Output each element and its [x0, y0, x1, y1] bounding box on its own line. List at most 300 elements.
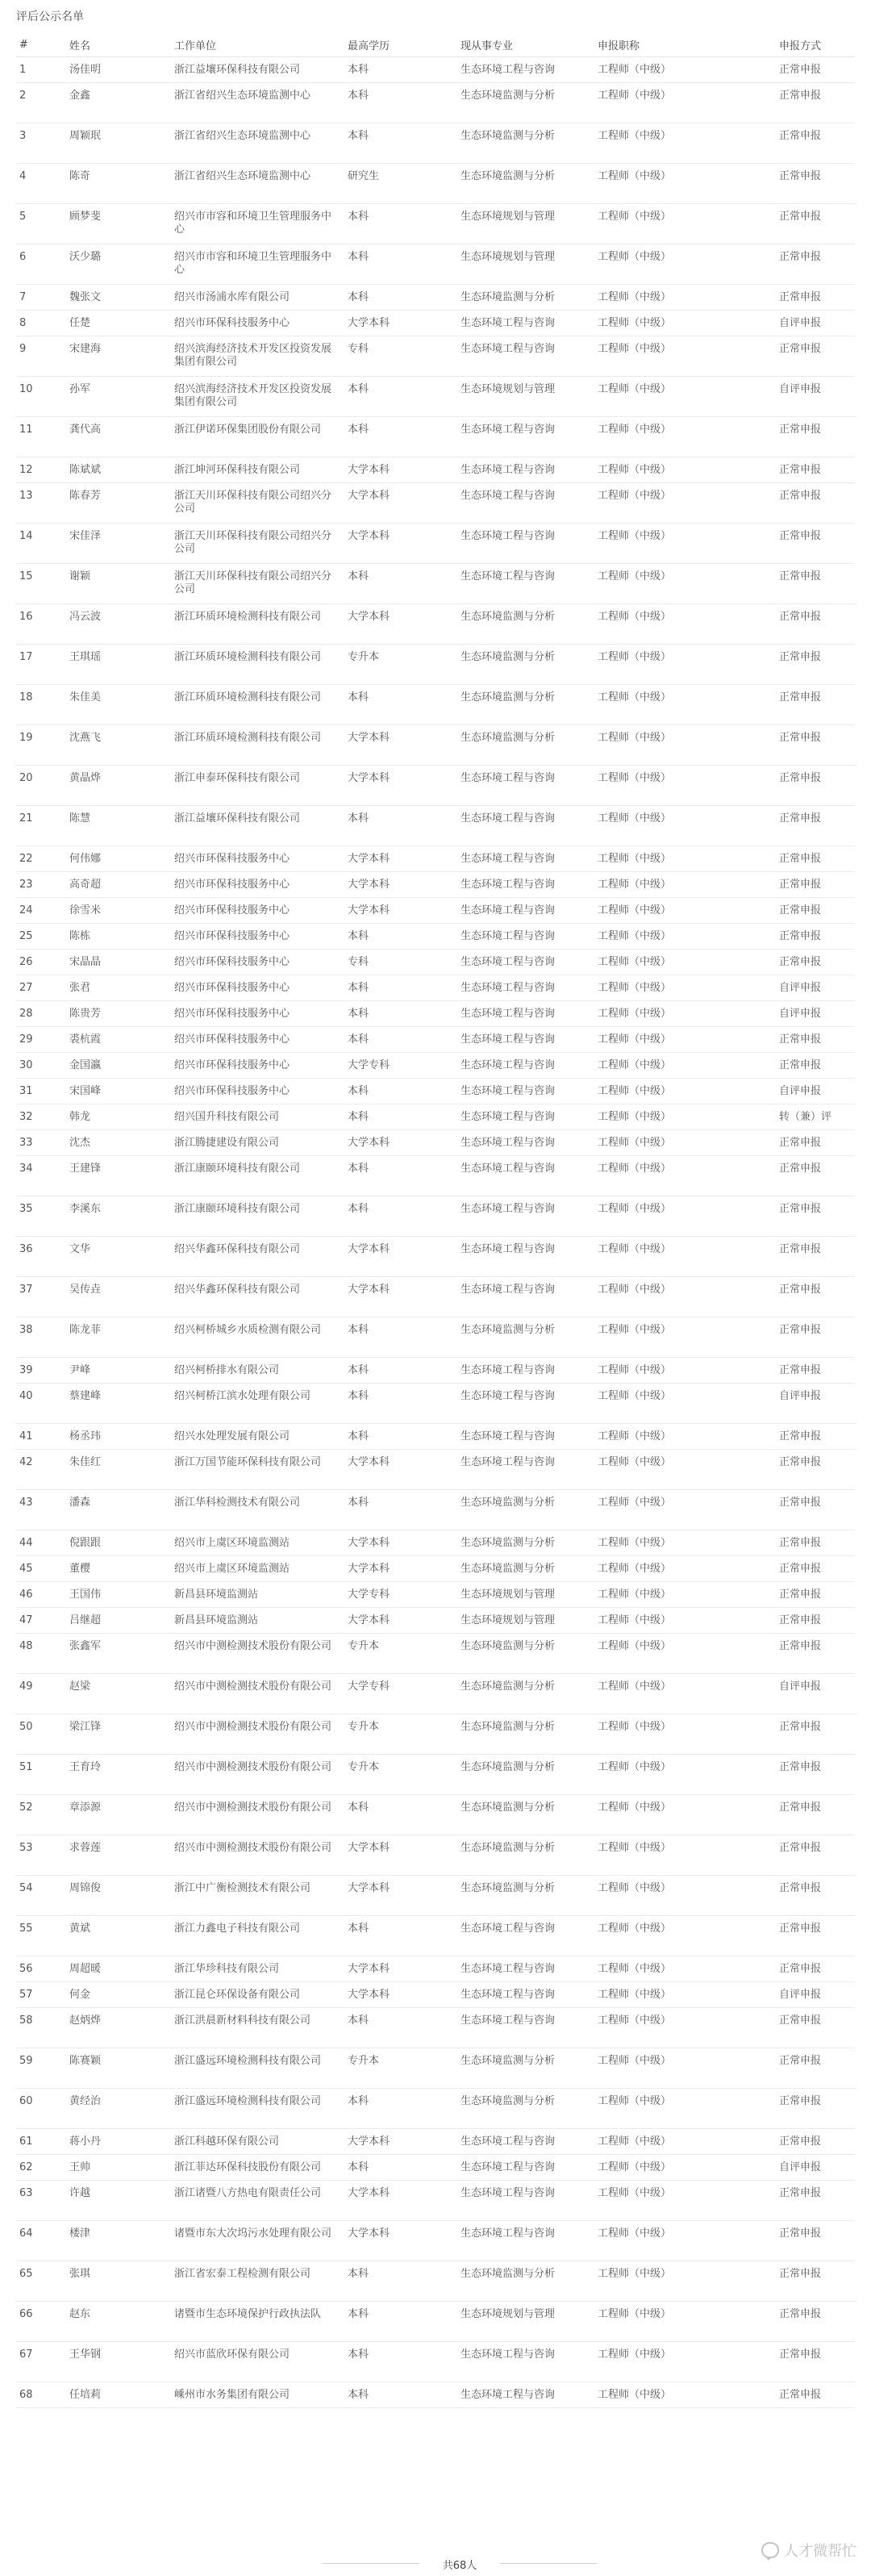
cell-col-specialty: 生态环境工程与咨询 [457, 483, 594, 524]
cell-col-index: 49 [16, 1674, 66, 1714]
cell-col-index: 5 [16, 204, 66, 244]
table-row [16, 1530, 855, 1556]
cell-col-index: 18 [16, 685, 66, 725]
cell-col-method: 正常申报 [776, 1027, 855, 1053]
roster-table [16, 32, 855, 2408]
cell-col-title: 工程师（中级） [594, 524, 776, 564]
cell-col-index: 35 [16, 1196, 66, 1237]
table-row [16, 164, 855, 204]
cell-col-specialty: 生态环境工程与咨询 [457, 564, 594, 604]
cell-col-employer: 浙江申泰环保科技有限公司 [171, 766, 344, 806]
cell-col-name: 吴传垚 [66, 1277, 171, 1317]
cell-col-title: 工程师（中级） [594, 1634, 776, 1674]
cell-col-method: 自评申报 [776, 1001, 855, 1027]
cell-col-title: 工程师（中级） [594, 2129, 776, 2155]
table-row [16, 1674, 855, 1714]
cell-col-education: 本科 [344, 1156, 457, 1196]
cell-col-title: 工程师（中级） [594, 1916, 776, 1956]
cell-col-title: 工程师（中级） [594, 2261, 776, 2302]
cell-col-title: 工程师（中级） [594, 872, 776, 898]
table-row [16, 2221, 855, 2261]
cell-col-education: 大学本科 [344, 1608, 457, 1634]
cell-col-title: 工程师（中级） [594, 2155, 776, 2181]
cell-col-method: 正常申报 [776, 950, 855, 975]
cell-col-education: 大学本科 [344, 524, 457, 564]
cell-col-title: 工程师（中级） [594, 1450, 776, 1490]
cell-col-method: 自评申报 [776, 1982, 855, 2008]
cell-col-employer: 绍兴市环保科技服务中心 [171, 924, 344, 950]
cell-col-education: 本科 [344, 806, 457, 846]
cell-col-method: 自评申报 [776, 1384, 855, 1424]
table-row [16, 1130, 855, 1156]
cell-col-name: 周超暖 [66, 1956, 171, 1982]
cell-col-name: 何金 [66, 1982, 171, 2008]
cell-col-specialty: 生态环境工程与咨询 [457, 57, 594, 83]
table-row [16, 417, 855, 457]
cell-col-name: 赵东 [66, 2302, 171, 2342]
cell-col-name: 沈燕飞 [66, 725, 171, 766]
cell-col-employer: 绍兴市环保科技服务中心 [171, 975, 344, 1001]
table-row [16, 685, 855, 725]
table-row [16, 846, 855, 872]
cell-col-title: 工程师（中级） [594, 2008, 776, 2048]
cell-col-education: 本科 [344, 1358, 457, 1384]
watermark-text: 人才微帮忙 [784, 2543, 856, 2560]
cell-col-title: 工程师（中级） [594, 204, 776, 244]
cell-col-title: 工程师（中级） [594, 1556, 776, 1582]
cell-col-education: 本科 [344, 417, 457, 457]
cell-col-index: 14 [16, 524, 66, 564]
cell-col-title: 工程师（中级） [594, 2382, 776, 2408]
cell-col-specialty: 生态环境工程与咨询 [457, 2221, 594, 2261]
cell-col-specialty: 生态环境监测与分析 [457, 1835, 594, 1876]
table-row [16, 975, 855, 1001]
cell-col-title: 工程师（中级） [594, 1755, 776, 1795]
cell-col-title: 工程师（中级） [594, 1053, 776, 1079]
cell-col-index: 67 [16, 2342, 66, 2382]
cell-col-method: 正常申报 [776, 2089, 855, 2129]
cell-col-education: 本科 [344, 2382, 457, 2408]
cell-col-education: 本科 [344, 2155, 457, 2181]
cell-col-education: 本科 [344, 244, 457, 285]
cell-col-specialty: 生态环境工程与咨询 [457, 2008, 594, 2048]
table-row [16, 725, 855, 766]
cell-col-method: 自评申报 [776, 377, 855, 417]
table-row [16, 1982, 855, 2008]
cell-col-title: 工程师（中级） [594, 604, 776, 645]
cell-col-specialty: 生态环境工程与咨询 [457, 2382, 594, 2408]
cell-col-index: 19 [16, 725, 66, 766]
cell-col-title: 工程师（中级） [594, 1956, 776, 1982]
header-col-education: 最高学历 [344, 32, 457, 57]
cell-col-employer: 浙江天川环保科技有限公司绍兴分公司 [171, 524, 344, 564]
cell-col-employer: 绍兴市中测检测技术股份有限公司 [171, 1634, 344, 1674]
cell-col-method: 正常申报 [776, 806, 855, 846]
cell-col-title: 工程师（中级） [594, 2089, 776, 2129]
cell-col-index: 64 [16, 2221, 66, 2261]
cell-col-index: 37 [16, 1277, 66, 1317]
cell-col-index: 46 [16, 1582, 66, 1608]
cell-col-name: 沃少璐 [66, 244, 171, 285]
cell-col-employer: 浙江环质环境检测科技有限公司 [171, 645, 344, 685]
cell-col-education: 大学本科 [344, 1450, 457, 1490]
cell-col-method: 正常申报 [776, 244, 855, 285]
cell-col-method: 正常申报 [776, 1755, 855, 1795]
cell-col-education: 本科 [344, 123, 457, 164]
cell-col-employer: 绍兴市环保科技服务中心 [171, 898, 344, 924]
cell-col-method: 正常申报 [776, 83, 855, 123]
cell-col-education: 本科 [344, 1916, 457, 1956]
cell-col-specialty: 生态环境工程与咨询 [457, 2181, 594, 2221]
cell-col-specialty: 生态环境工程与咨询 [457, 1027, 594, 1053]
cell-col-index: 6 [16, 244, 66, 285]
table-row [16, 457, 855, 483]
cell-col-method: 正常申报 [776, 285, 855, 311]
cell-col-index: 7 [16, 285, 66, 311]
cell-col-name: 宋建海 [66, 336, 171, 377]
cell-col-title: 工程师（中级） [594, 1835, 776, 1876]
cell-col-title: 工程师（中级） [594, 457, 776, 483]
cell-col-title: 工程师（中级） [594, 336, 776, 377]
cell-col-specialty: 生态环境工程与咨询 [457, 457, 594, 483]
cell-col-name: 龚代高 [66, 417, 171, 457]
cell-col-method: 正常申报 [776, 417, 855, 457]
cell-col-specialty: 生态环境工程与咨询 [457, 1450, 594, 1490]
chat-bubble-icon [761, 2542, 779, 2558]
cell-col-employer: 浙江华科检测技术有限公司 [171, 1490, 344, 1530]
cell-col-education: 本科 [344, 377, 457, 417]
cell-col-name: 金国瀛 [66, 1053, 171, 1079]
cell-col-title: 工程师（中级） [594, 417, 776, 457]
cell-col-index: 59 [16, 2048, 66, 2089]
cell-col-name: 王琪瑶 [66, 645, 171, 685]
cell-col-name: 高奇超 [66, 872, 171, 898]
table-row [16, 604, 855, 645]
table-row [16, 1608, 855, 1634]
cell-col-method: 正常申报 [776, 204, 855, 244]
cell-col-index: 24 [16, 898, 66, 924]
cell-col-employer: 浙江康颐环境科技有限公司 [171, 1196, 344, 1237]
cell-col-title: 工程师（中级） [594, 1530, 776, 1556]
cell-col-employer: 浙江菲达环保科技股份有限公司 [171, 2155, 344, 2181]
cell-col-specialty: 生态环境工程与咨询 [457, 1982, 594, 2008]
table-row [16, 1634, 855, 1674]
cell-col-index: 50 [16, 1714, 66, 1755]
cell-col-method: 正常申报 [776, 1277, 855, 1317]
table-row [16, 1001, 855, 1027]
cell-col-education: 大学本科 [344, 311, 457, 336]
cell-col-title: 工程师（中级） [594, 1876, 776, 1916]
cell-col-employer: 浙江昆仑环保设备有限公司 [171, 1982, 344, 2008]
table-row [16, 2089, 855, 2129]
cell-col-education: 大学本科 [344, 1835, 457, 1876]
header-col-employer: 工作单位 [171, 32, 344, 57]
cell-col-education: 本科 [344, 1104, 457, 1130]
cell-col-index: 34 [16, 1156, 66, 1196]
cell-col-index: 61 [16, 2129, 66, 2155]
cell-col-name: 朱佳红 [66, 1450, 171, 1490]
table-row [16, 2342, 855, 2382]
cell-col-specialty: 生态环境规划与管理 [457, 377, 594, 417]
cell-col-method: 自评申报 [776, 311, 855, 336]
table-row [16, 872, 855, 898]
cell-col-title: 工程师（中级） [594, 285, 776, 311]
cell-col-education: 本科 [344, 685, 457, 725]
table-row [16, 564, 855, 604]
cell-col-index: 11 [16, 417, 66, 457]
cell-col-name: 陈栋 [66, 924, 171, 950]
cell-col-title: 工程师（中级） [594, 2221, 776, 2261]
cell-col-name: 陈慧 [66, 806, 171, 846]
cell-col-employer: 绍兴华鑫环保科技有限公司 [171, 1277, 344, 1317]
cell-col-method: 正常申报 [776, 872, 855, 898]
cell-col-employer: 绍兴柯桥江滨水处理有限公司 [171, 1384, 344, 1424]
cell-col-employer: 浙江伊诺环保集团股份有限公司 [171, 417, 344, 457]
cell-col-index: 43 [16, 1490, 66, 1530]
cell-col-method: 自评申报 [776, 1079, 855, 1104]
cell-col-name: 梁江锋 [66, 1714, 171, 1755]
table-header-row [16, 32, 855, 57]
cell-col-specialty: 生态环境工程与咨询 [457, 2342, 594, 2382]
cell-col-index: 8 [16, 311, 66, 336]
cell-col-specialty: 生态环境工程与咨询 [457, 1358, 594, 1384]
cell-col-employer: 绍兴滨海经济技术开发区投资发展集团有限公司 [171, 377, 344, 417]
table-row [16, 2008, 855, 2048]
cell-col-employer: 浙江洪晨新材料科技有限公司 [171, 2008, 344, 2048]
total-count: 共68人 [442, 2560, 477, 2572]
cell-col-index: 32 [16, 1104, 66, 1130]
cell-col-index: 17 [16, 645, 66, 685]
cell-col-title: 工程师（中级） [594, 1104, 776, 1130]
cell-col-index: 45 [16, 1556, 66, 1582]
cell-col-title: 工程师（中级） [594, 1490, 776, 1530]
cell-col-education: 本科 [344, 975, 457, 1001]
cell-col-method: 正常申报 [776, 2008, 855, 2048]
cell-col-specialty: 生态环境工程与咨询 [457, 950, 594, 975]
table-row [16, 1490, 855, 1530]
header-col-index: # [16, 32, 66, 57]
cell-col-name: 谢颖 [66, 564, 171, 604]
cell-col-name: 宋佳泽 [66, 524, 171, 564]
cell-col-specialty: 生态环境工程与咨询 [457, 766, 594, 806]
table-row [16, 645, 855, 685]
cell-col-method: 正常申报 [776, 1916, 855, 1956]
table-row [16, 1714, 855, 1755]
cell-col-employer: 绍兴市环保科技服务中心 [171, 311, 344, 336]
cell-col-name: 王华钢 [66, 2342, 171, 2382]
cell-col-method: 正常申报 [776, 2048, 855, 2089]
cell-col-index: 26 [16, 950, 66, 975]
cell-col-index: 33 [16, 1130, 66, 1156]
table-row [16, 1795, 855, 1835]
cell-col-title: 工程师（中级） [594, 1358, 776, 1384]
cell-col-employer: 绍兴市环保科技服务中心 [171, 846, 344, 872]
header-col-method: 申报方式 [776, 32, 855, 57]
cell-col-employer: 浙江环质环境检测科技有限公司 [171, 725, 344, 766]
cell-col-education: 大学本科 [344, 1277, 457, 1317]
cell-col-employer: 浙江华珍科技有限公司 [171, 1956, 344, 1982]
cell-col-employer: 浙江坤河环保科技有限公司 [171, 457, 344, 483]
cell-col-method: 正常申报 [776, 336, 855, 377]
cell-col-title: 工程师（中级） [594, 164, 776, 204]
cell-col-education: 专升本 [344, 645, 457, 685]
cell-col-title: 工程师（中级） [594, 1608, 776, 1634]
cell-col-title: 工程师（中级） [594, 806, 776, 846]
table-row [16, 1196, 855, 1237]
cell-col-method: 自评申报 [776, 2155, 855, 2181]
cell-col-education: 本科 [344, 2008, 457, 2048]
cell-col-index: 21 [16, 806, 66, 846]
table-row [16, 1835, 855, 1876]
cell-col-title: 工程师（中级） [594, 83, 776, 123]
cell-col-name: 黄晶烨 [66, 766, 171, 806]
table-row [16, 1755, 855, 1795]
cell-col-method: 正常申报 [776, 1876, 855, 1916]
table-row [16, 1237, 855, 1277]
cell-col-employer: 浙江省绍兴生态环境监测中心 [171, 123, 344, 164]
cell-col-specialty: 生态环境监测与分析 [457, 2048, 594, 2089]
cell-col-employer: 绍兴市蓝欣环保有限公司 [171, 2342, 344, 2382]
cell-col-index: 39 [16, 1358, 66, 1384]
cell-col-specialty: 生态环境监测与分析 [457, 1556, 594, 1582]
cell-col-method: 正常申报 [776, 1053, 855, 1079]
cell-col-education: 大学本科 [344, 1130, 457, 1156]
cell-col-index: 56 [16, 1956, 66, 1982]
cell-col-method: 正常申报 [776, 1634, 855, 1674]
cell-col-employer: 浙江天川环保科技有限公司绍兴分公司 [171, 483, 344, 524]
cell-col-title: 工程师（中级） [594, 1001, 776, 1027]
cell-col-title: 工程师（中级） [594, 1130, 776, 1156]
cell-col-index: 57 [16, 1982, 66, 2008]
cell-col-title: 工程师（中级） [594, 1795, 776, 1835]
table-row [16, 2048, 855, 2089]
cell-col-employer: 浙江科越环保有限公司 [171, 2129, 344, 2155]
cell-col-employer: 浙江环质环境检测科技有限公司 [171, 604, 344, 645]
cell-col-name: 周锦俊 [66, 1876, 171, 1916]
table-row [16, 285, 855, 311]
table-row [16, 1956, 855, 1982]
table-row [16, 1384, 855, 1424]
cell-col-name: 任楚 [66, 311, 171, 336]
cell-col-employer: 绍兴市上虞区环境监测站 [171, 1556, 344, 1582]
cell-col-name: 倪跟跟 [66, 1530, 171, 1556]
table-row [16, 1079, 855, 1104]
cell-col-employer: 诸暨市生态环境保护行政执法队 [171, 2302, 344, 2342]
cell-col-title: 工程师（中级） [594, 645, 776, 685]
cell-col-method: 正常申报 [776, 1582, 855, 1608]
cell-col-education: 大学本科 [344, 1556, 457, 1582]
table-row [16, 1053, 855, 1079]
cell-col-index: 2 [16, 83, 66, 123]
cell-col-index: 36 [16, 1237, 66, 1277]
cell-col-education: 大学本科 [344, 2129, 457, 2155]
cell-col-specialty: 生态环境工程与咨询 [457, 1156, 594, 1196]
cell-col-employer: 绍兴滨海经济技术开发区投资发展集团有限公司 [171, 336, 344, 377]
cell-col-name: 王帅 [66, 2155, 171, 2181]
cell-col-education: 本科 [344, 2089, 457, 2129]
table-row [16, 244, 855, 285]
cell-col-name: 魏张文 [66, 285, 171, 311]
cell-col-education: 大学本科 [344, 2221, 457, 2261]
cell-col-index: 52 [16, 1795, 66, 1835]
cell-col-name: 张鑫军 [66, 1634, 171, 1674]
cell-col-method: 正常申报 [776, 1714, 855, 1755]
cell-col-name: 沈杰 [66, 1130, 171, 1156]
cell-col-index: 62 [16, 2155, 66, 2181]
cell-col-employer: 诸暨市东大次坞污水处理有限公司 [171, 2221, 344, 2261]
cell-col-employer: 绍兴市中测检测技术股份有限公司 [171, 1835, 344, 1876]
cell-col-employer: 浙江盛远环境检测科技有限公司 [171, 2048, 344, 2089]
cell-col-education: 专升本 [344, 2048, 457, 2089]
cell-col-method: 正常申报 [776, 846, 855, 872]
cell-col-employer: 绍兴市环保科技服务中心 [171, 1027, 344, 1053]
cell-col-title: 工程师（中级） [594, 1156, 776, 1196]
cell-col-education: 本科 [344, 924, 457, 950]
cell-col-name: 任培莉 [66, 2382, 171, 2408]
table-row [16, 2302, 855, 2342]
cell-col-name: 汤佳明 [66, 57, 171, 83]
cell-col-employer: 浙江腾捷建设有限公司 [171, 1130, 344, 1156]
table-footer [0, 2554, 871, 2574]
cell-col-employer: 绍兴市中测检测技术股份有限公司 [171, 1674, 344, 1714]
cell-col-name: 王育玲 [66, 1755, 171, 1795]
cell-col-method: 正常申报 [776, 2342, 855, 2382]
cell-col-employer: 绍兴市中测检测技术股份有限公司 [171, 1795, 344, 1835]
cell-col-method: 正常申报 [776, 1956, 855, 1982]
cell-col-method: 正常申报 [776, 1358, 855, 1384]
cell-col-index: 1 [16, 57, 66, 83]
cell-col-specialty: 生态环境工程与咨询 [457, 924, 594, 950]
cell-col-employer: 绍兴市中测检测技术股份有限公司 [171, 1755, 344, 1795]
cell-col-employer: 绍兴市环保科技服务中心 [171, 950, 344, 975]
cell-col-index: 20 [16, 766, 66, 806]
cell-col-education: 大学本科 [344, 1237, 457, 1277]
cell-col-name: 徐雪米 [66, 898, 171, 924]
cell-col-index: 25 [16, 924, 66, 950]
cell-col-specialty: 生态环境工程与咨询 [457, 975, 594, 1001]
table-row [16, 1916, 855, 1956]
cell-col-employer: 浙江省绍兴生态环境监测中心 [171, 164, 344, 204]
cell-col-specialty: 生态环境工程与咨询 [457, 1104, 594, 1130]
table-row [16, 806, 855, 846]
table-row [16, 1450, 855, 1490]
cell-col-employer: 浙江中广衡检测技术有限公司 [171, 1876, 344, 1916]
cell-col-index: 13 [16, 483, 66, 524]
cell-col-education: 本科 [344, 1384, 457, 1424]
cell-col-title: 工程师（中级） [594, 483, 776, 524]
cell-col-method: 转（兼）评 [776, 1104, 855, 1130]
cell-col-title: 工程师（中级） [594, 924, 776, 950]
cell-col-index: 65 [16, 2261, 66, 2302]
table-row [16, 1556, 855, 1582]
cell-col-name: 张君 [66, 975, 171, 1001]
cell-col-specialty: 生态环境工程与咨询 [457, 2155, 594, 2181]
cell-col-employer: 绍兴水处理发展有限公司 [171, 1424, 344, 1450]
cell-col-specialty: 生态环境工程与咨询 [457, 417, 594, 457]
cell-col-education: 本科 [344, 204, 457, 244]
cell-col-title: 工程师（中级） [594, 377, 776, 417]
cell-col-employer: 浙江省宏泰工程检测有限公司 [171, 2261, 344, 2302]
cell-col-name: 宋晶晶 [66, 950, 171, 975]
cell-col-specialty: 生态环境监测与分析 [457, 83, 594, 123]
page-title: 评后公示名单 [16, 10, 84, 23]
cell-col-method: 自评申报 [776, 1674, 855, 1714]
cell-col-title: 工程师（中级） [594, 2302, 776, 2342]
cell-col-specialty: 生态环境监测与分析 [457, 685, 594, 725]
cell-col-title: 工程师（中级） [594, 1424, 776, 1450]
cell-col-name: 蔡建峰 [66, 1384, 171, 1424]
cell-col-name: 朱佳美 [66, 685, 171, 725]
